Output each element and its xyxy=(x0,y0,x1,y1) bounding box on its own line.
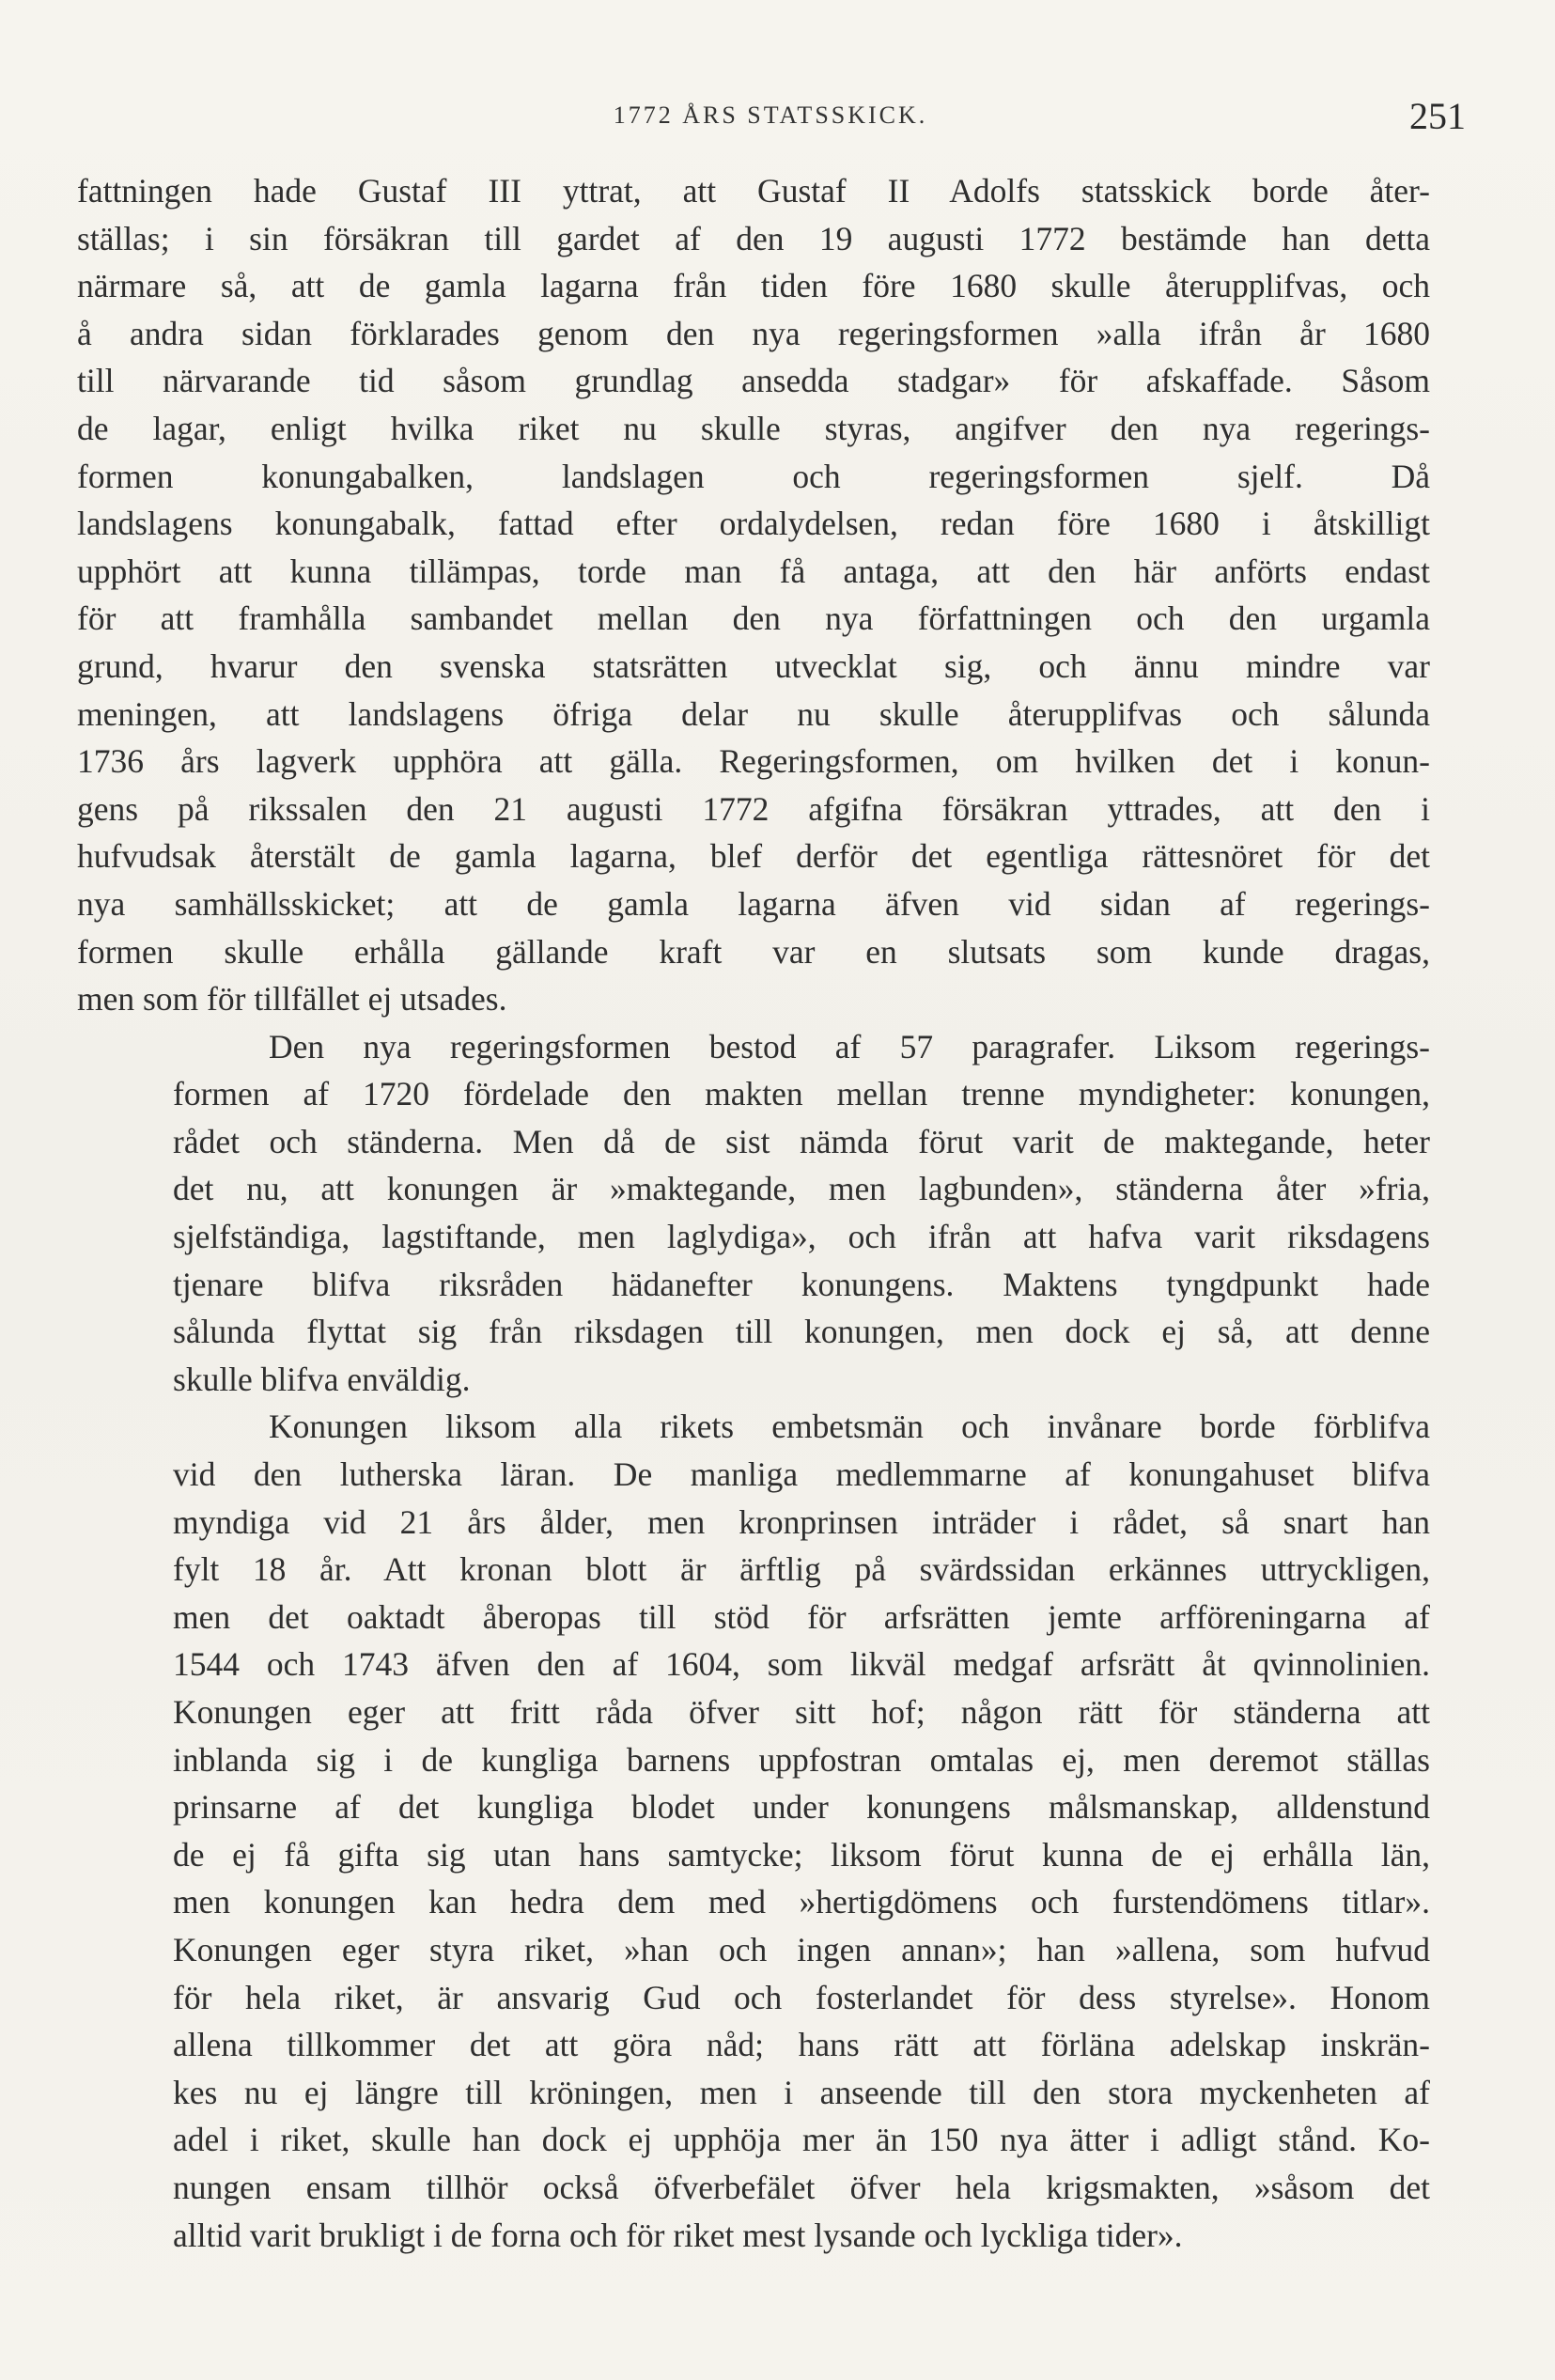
text-line: Den nya regeringsformen bestod af 57 paragrafer. Liksom regerings- xyxy=(269,1027,1430,1066)
text-line: 1736 års lagverk upphöra att gälla. Regeringsformen, om hvilken det i konun- xyxy=(77,742,1430,781)
text-line: adel i riket, skulle han dock ej upphöja mer än 150 nya ätter i adligt stånd. Ko- xyxy=(173,2121,1430,2159)
page-number: 251 xyxy=(1409,95,1466,137)
text-line: hufvudsak återstält de gamla lagarna, blef derför det egentliga rättesnöret för det xyxy=(77,837,1430,876)
text-line: meningen, att landslagens öfriga delar nu skulle återupplifvas och sålunda xyxy=(77,694,1430,733)
text-line: kes nu ej längre till kröningen, men i anseende till den stora myckenheten af xyxy=(173,2073,1430,2111)
text-line: sjelfständiga, lagstiftande, men laglydiga», och ifrån att hafva varit riksdagens xyxy=(173,1218,1430,1256)
text-line: inblanda sig i de kungliga barnens uppfostran omtalas ej, men deremot ställas xyxy=(173,1740,1430,1779)
text-line: fattningen hade Gustaf III yttrat, att Gustaf II Adolfs statsskick borde åter- xyxy=(77,172,1430,210)
text-line: tjenare blifva riksråden hädanefter konungens. Maktens tyngdpunkt hade xyxy=(173,1265,1430,1303)
text-line: formen af 1720 fördelade den makten mellan trenne myndigheter: konungen, xyxy=(173,1075,1430,1113)
text-line: rådet och ständerna. Men då de sist nämda förut varit de maktegande, heter xyxy=(173,1122,1430,1160)
text-line: Konungen eger styra riket, »han och ingen annan»; han »allena, som hufvud xyxy=(173,1930,1430,1968)
text-line: formen konungabalken, landslagen och regeringsformen sjelf. Då xyxy=(77,457,1430,495)
text-line: närmare så, att de gamla lagarna från tiden före 1680 skulle återupplifvas, och xyxy=(77,267,1430,305)
text-line: vid den lutherska läran. De manliga medlemmarne af konungahuset blifva xyxy=(173,1455,1430,1494)
text-line: för hela riket, är ansvarig Gud och fosterlandet för dess styrelse». Honom xyxy=(173,1978,1430,2016)
text-line: de lagar, enligt hvilka riket nu skulle styras, angifver den nya regerings- xyxy=(77,409,1430,447)
text-line: prinsarne af det kungliga blodet under konungens målsmanskap, alldenstund xyxy=(173,1788,1430,1827)
text-line: de ej få gifta sig utan hans samtycke; liksom förut kunna de ej erhålla län, xyxy=(173,1835,1430,1874)
text-line: landslagens konungabalk, fattad efter ordalydelsen, redan före 1680 i åtskilligt xyxy=(77,505,1430,543)
running-head xyxy=(75,94,1466,141)
text-line: Konungen liksom alla rikets embetsmän och invånare borde förblifva xyxy=(269,1408,1430,1446)
text-line: nungen ensam tillhör också öfverbefälet öfver hela krigsmakten, »såsom det xyxy=(173,2168,1430,2206)
text-line: upphört att kunna tillämpas, torde man få antaga, att den här anförts endast xyxy=(77,552,1430,590)
text-line: Konungen eger att fritt råda öfver sitt hof; någon rätt för ständerna att xyxy=(173,1693,1430,1731)
text-line: å andra sidan förklarades genom den nya regeringsformen »alla ifrån år 1680 xyxy=(77,314,1430,352)
paragraph xyxy=(77,167,1430,1023)
text-line: till närvarande tid såsom grundlag ansedda stadgar» för afskaffade. Såsom xyxy=(77,362,1430,400)
text-line: det nu, att konungen är »maktegande, men lagbunden», ständerna åter »fria, xyxy=(173,1170,1430,1208)
text-line: för att framhålla sambandet mellan den nya författningen och den urgamla xyxy=(77,599,1430,638)
text-line: skulle blifva enväldig. xyxy=(173,1360,471,1398)
text-line: men som för tillfället ej utsades. xyxy=(77,980,507,1019)
paragraph xyxy=(77,1023,1430,1404)
text-line: men konungen kan hedra dem med »hertigdömens och furstendömens titlar». xyxy=(173,1883,1430,1921)
text-line: nya samhällsskicket; att de gamla lagarna äfven vid sidan af regerings- xyxy=(77,884,1430,923)
text-line: gens på rikssalen den 21 augusti 1772 afgifna försäkran yttrades, att den i xyxy=(77,789,1430,828)
text-line: alltid varit brukligt i de forna och för riket mest lysande och lyckliga tider». xyxy=(173,2216,1183,2254)
text-line: formen skulle erhålla gällande kraft var en slutsats som kunde dragas, xyxy=(77,932,1430,971)
text-line: fylt 18 år. Att kronan blott är ärftlig på svärdssidan erkännes uttryckligen, xyxy=(173,1550,1430,1589)
body-text xyxy=(77,167,1430,2259)
text-line: allena tillkommer det att göra nåd; hans rätt att förläna adelskap inskrän- xyxy=(173,2026,1430,2064)
text-line: myndiga vid 21 års ålder, men kronprinsen inträder i rådet, så snart han xyxy=(173,1502,1430,1541)
running-title: 1772 ÅRS STATSSKICK. xyxy=(613,101,928,129)
text-line: 1544 och 1743 äfven den af 1604, som likväl medgaf arfsrätt åt qvinnolinien. xyxy=(173,1645,1430,1684)
text-line: ställas; i sin försäkran till gardet af den 19 augusti 1772 bestämde han detta xyxy=(77,219,1430,257)
text-line: sålunda flyttat sig från riksdagen till konungen, men dock ej så, att denne xyxy=(173,1313,1430,1351)
text-line: grund, hvarur den svenska statsrätten utvecklat sig, och ännu mindre var xyxy=(77,646,1430,685)
text-line: men det oaktadt åberopas till stöd för arfsrätten jemte arfföreningarna af xyxy=(173,1597,1430,1636)
paragraph xyxy=(77,1403,1430,2259)
